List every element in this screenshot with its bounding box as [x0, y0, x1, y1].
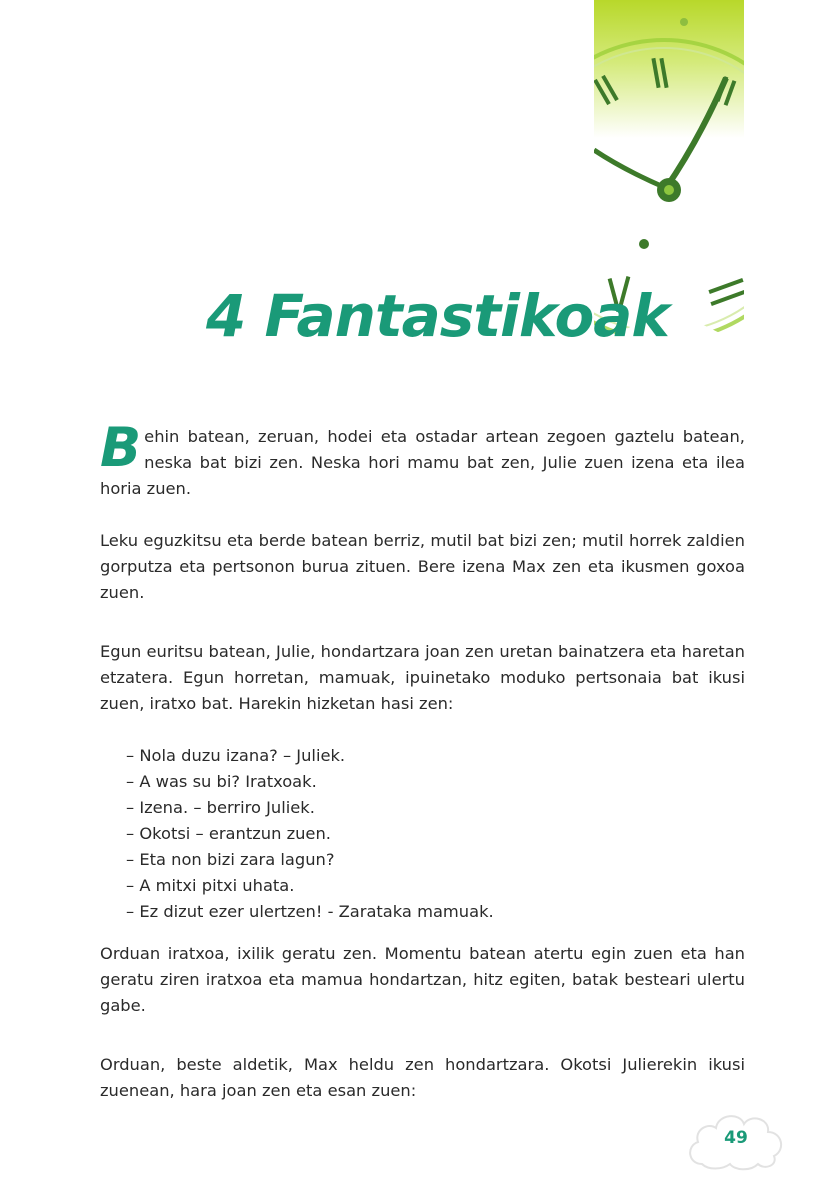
dialogue-line: – Eta non bizi zara lagun?: [126, 850, 335, 869]
dialogue-line: – Nola duzu izana? – Juliek.: [126, 746, 346, 765]
dialogue-line: – Ez dizut ezer ulertzen! - Zarataka mamuak.: [126, 902, 494, 921]
dropcap: B: [100, 416, 142, 479]
paragraph-1-text: ehin batean, zeruan, hodei eta ostadar artean zegoen gaztelu batean, neska bat bizi zen. Neska hori mamu bat zen, Julie zuen izena eta ilea horia zuen.: [100, 427, 745, 498]
paragraph-3: Egun euritsu batean, Julie, hondartzara joan zen uretan bainatzera eta haretan etzatera. Egun horretan, mamuak, ipuinetako moduko pertsonaia bat ikusi zuen, iratxo bat. Harekin hizketan hasi zen:: [100, 642, 745, 713]
chapter-title: 4 Fantastikoak: [206, 282, 669, 350]
dialogue-list: [100, 743, 745, 925]
page-number: 49: [724, 1128, 748, 1148]
cloud-icon: [684, 1106, 788, 1172]
story-body: [100, 416, 745, 1104]
paragraph-1: [100, 416, 745, 502]
dialogue-line: – A was su bi? Iratxoak.: [126, 772, 317, 791]
paragraph-2: Leku eguzkitsu eta berde batean berriz, mutil bat bizi zen; mutil horrek zaldien gorputza eta pertsonon burua zituen. Bere izena Max zen eta ikusmen goxoa zuen.: [100, 531, 745, 602]
dialogue-line: – A mitxi pitxi uhata.: [126, 876, 295, 895]
dialogue-line: – Izena. – berriro Juliek.: [126, 798, 315, 817]
paragraph-4: Orduan iratxoa, ixilik geratu zen. Momentu batean atertu egin zuen eta han geratu ziren iratxoa eta mamua hondartzan, hitz egiten, batak besteari ulertu gabe.: [100, 944, 745, 1015]
paragraph-5: Orduan, beste aldetik, Max heldu zen hondartzara. Okotsi Julierekin ikusi zuenean, hara joan zen eta esan zuen:: [100, 1055, 745, 1100]
dialogue-line: – Okotsi – erantzun zuen.: [126, 824, 331, 843]
